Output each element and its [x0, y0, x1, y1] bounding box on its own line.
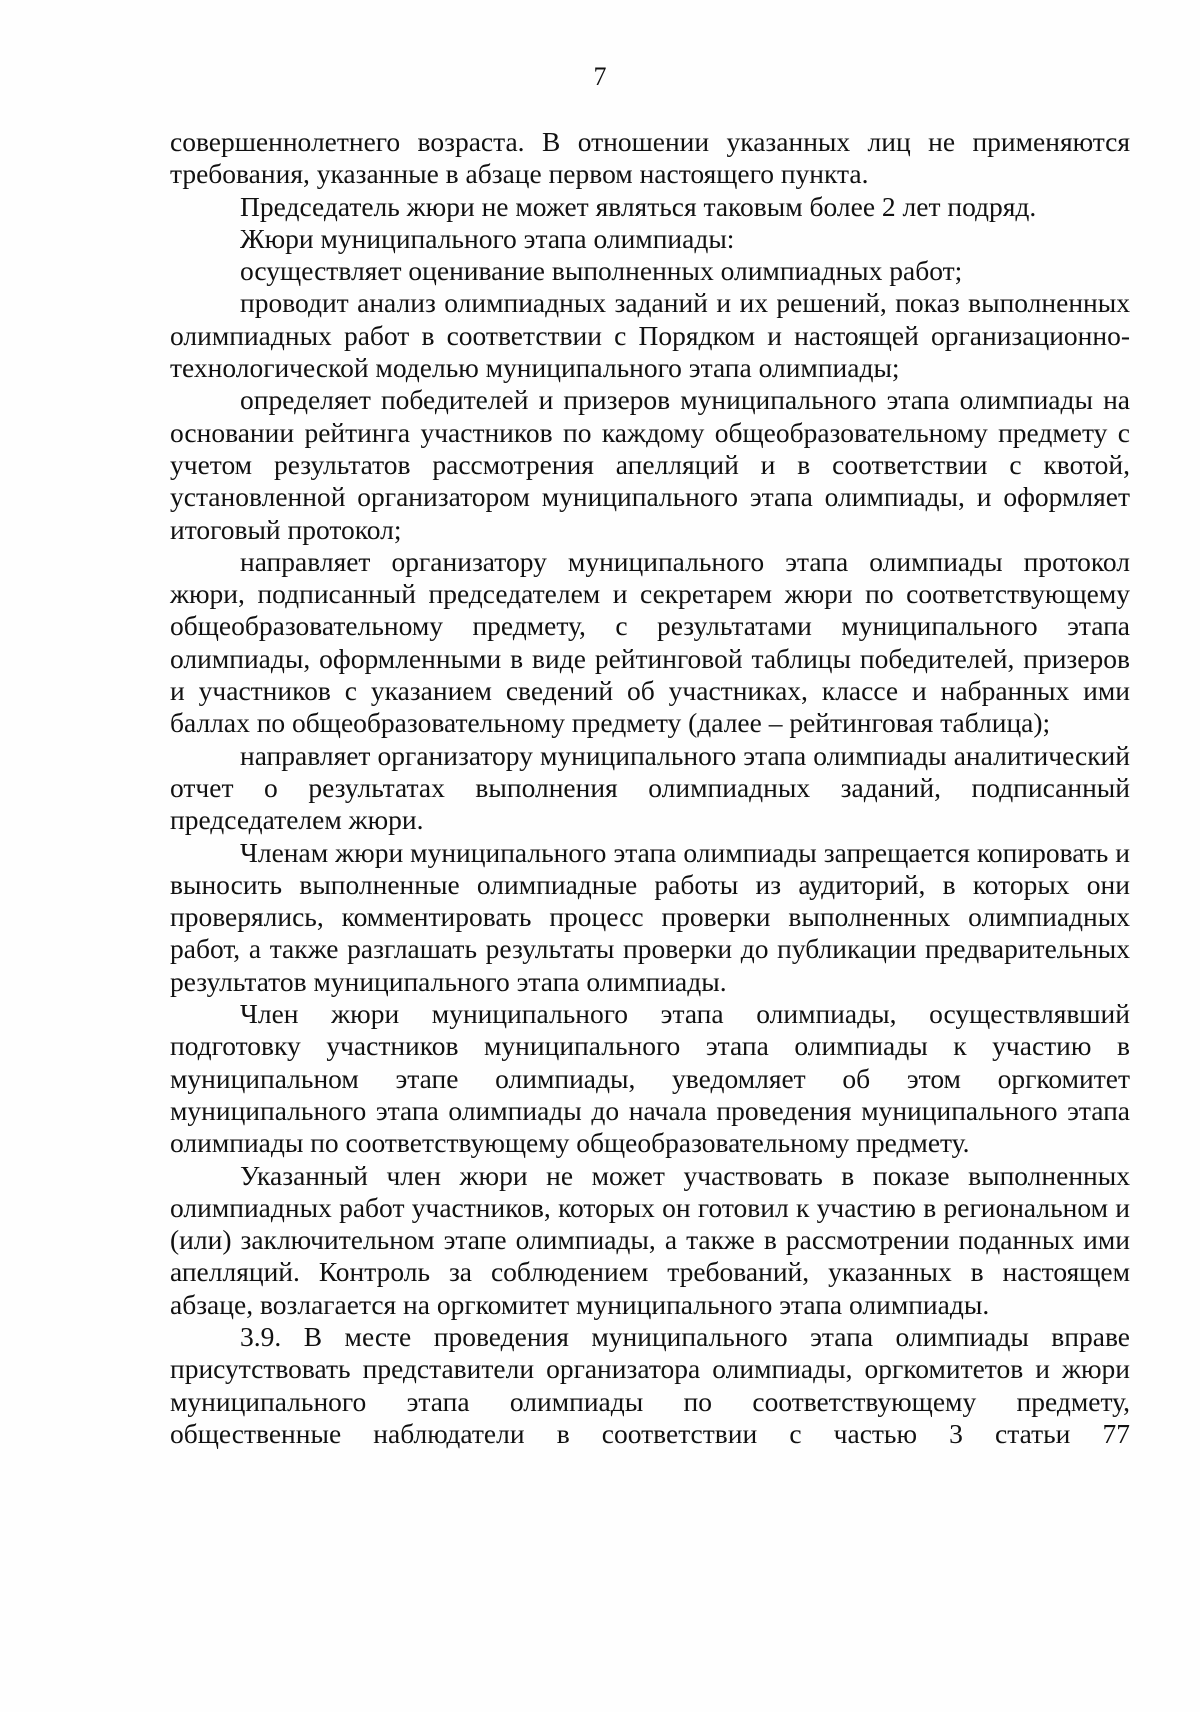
paragraph-jury-member-restrictions: Указанный член жюри не может участвовать в показе выполненных олимпиадных работ участников, которых он готовил к участию в региональном и (или) заключительном этапе олимпиады, а также в рассмотрении поданных ими апелляций. Контроль за соблюдением требований, указанных в настоящем абзаце, возлагается на оргкомитет муниципального этапа олимпиады.	[170, 1159, 1130, 1320]
paragraph-jury-duty-protocol: направляет организатору муниципального этапа олимпиады протокол жюри, подписанный председателем и секретарем жюри по соответствующему общеобразовательному предмету, с результатами муниципального этапа олимпиады, оформленными в виде рейтинговой таблицы победителей, призеров и участников с указанием сведений об участниках, классе и набранных ими баллах по общеобразовательному предмету (далее – рейтинговая таблица);	[170, 545, 1130, 739]
paragraph-jury-duties-heading: Жюри муниципального этапа олимпиады:	[240, 222, 735, 254]
paragraph-jury-chair-term: Председатель жюри не может являться таковым более 2 лет подряд.	[240, 190, 1037, 222]
paragraph-jury-duty-evaluation: осуществляет оценивание выполненных олимпиадных работ;	[240, 255, 963, 287]
document-body	[170, 126, 1130, 1450]
paragraph-continuation: совершеннолетнего возраста. В отношении указанных лиц не применяются требования, указанные в абзаце первом настоящего пункта.	[170, 126, 1130, 190]
paragraph-jury-duty-analysis: проводит анализ олимпиадных заданий и их решений, показ выполненных олимпиадных работ в соответствии с Порядком и настоящей организационно-технологической моделью муниципального этапа олимпиады;	[170, 287, 1130, 384]
paragraph-jury-prohibitions: Членам жюри муниципального этапа олимпиады запрещается копировать и выносить выполненные олимпиадные работы из аудиторий, в которых они проверялись, комментировать процесс проверки выполненных олимпиадных работ, а также разглашать результаты проверки до публикации предварительных результатов муниципального этапа олимпиады.	[170, 836, 1130, 997]
paragraph-section-3-9: 3.9. В месте проведения муниципального этапа олимпиады вправе присутствовать представители организатора олимпиады, оргкомитетов и жюри муниципального этапа олимпиады по соответствующему предмету, общественные наблюдатели в соответствии с частью 3 статьи 77	[170, 1320, 1130, 1449]
paragraph-jury-duty-winners: определяет победителей и призеров муниципального этапа олимпиады на основании рейтинга участников по каждому общеобразовательному предмету с учетом результатов рассмотрения апелляций и в соответствии с квотой, установленной организатором муниципального этапа олимпиады, и оформляет итоговый протокол;	[170, 384, 1130, 545]
paragraph-jury-duty-report: направляет организатору муниципального этапа олимпиады аналитический отчет о результатах выполнения олимпиадных заданий, подписанный председателем жюри.	[170, 739, 1130, 836]
page-number: 7	[593, 62, 607, 91]
paragraph-jury-member-notification: Член жюри муниципального этапа олимпиады, осуществлявший подготовку участников муниципального этапа олимпиады к участию в муниципальном этапе олимпиады, уведомляет об этом оргкомитет муниципального этапа олимпиады до начала проведения муниципального этапа олимпиады по соответствующему общеобразовательному предмету.	[170, 998, 1130, 1159]
